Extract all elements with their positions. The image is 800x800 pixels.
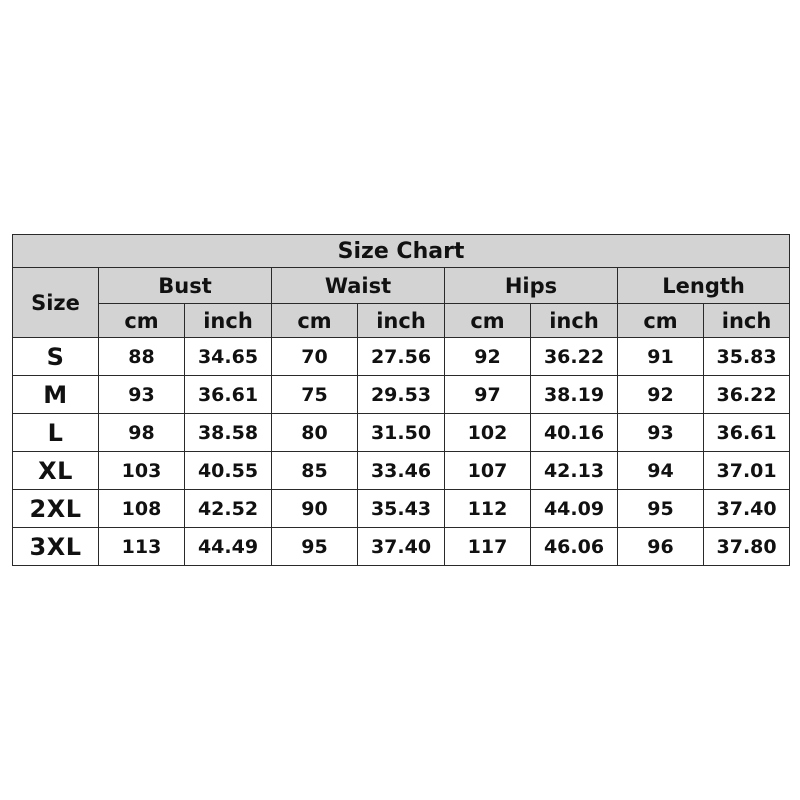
table-row: [13, 414, 790, 452]
table-row: [13, 338, 790, 376]
table-row: [13, 490, 790, 528]
size-label: S: [13, 338, 99, 376]
table-cell: 37.01: [704, 452, 790, 490]
group-header-waist: Waist: [272, 268, 445, 304]
chart-title: Size Chart: [13, 235, 790, 268]
size-label: L: [13, 414, 99, 452]
group-header-bust: Bust: [99, 268, 272, 304]
size-chart-table: [12, 234, 790, 566]
table-cell: 93: [99, 376, 185, 414]
unit-header: inch: [704, 304, 790, 338]
table-cell: 93: [618, 414, 704, 452]
size-column-header: Size: [13, 268, 99, 338]
table-row: [13, 452, 790, 490]
table-cell: 35.83: [704, 338, 790, 376]
table-cell: 108: [99, 490, 185, 528]
table-cell: 112: [445, 490, 531, 528]
group-header-hips: Hips: [445, 268, 618, 304]
table-cell: 38.19: [531, 376, 618, 414]
table-cell: 92: [618, 376, 704, 414]
table-cell: 36.22: [704, 376, 790, 414]
table-cell: 92: [445, 338, 531, 376]
table-cell: 36.22: [531, 338, 618, 376]
size-label: 2XL: [13, 490, 99, 528]
group-header-length: Length: [618, 268, 790, 304]
table-cell: 113: [99, 528, 185, 566]
table-cell: 94: [618, 452, 704, 490]
table-cell: 102: [445, 414, 531, 452]
unit-header: inch: [185, 304, 272, 338]
table-cell: 75: [272, 376, 358, 414]
table-cell: 97: [445, 376, 531, 414]
table-cell: 36.61: [704, 414, 790, 452]
table-cell: 37.40: [704, 490, 790, 528]
unit-header: inch: [531, 304, 618, 338]
table-cell: 37.80: [704, 528, 790, 566]
table-cell: 46.06: [531, 528, 618, 566]
table-cell: 38.58: [185, 414, 272, 452]
table-cell: 96: [618, 528, 704, 566]
table-cell: 107: [445, 452, 531, 490]
table-cell: 98: [99, 414, 185, 452]
table-cell: 42.52: [185, 490, 272, 528]
table-cell: 70: [272, 338, 358, 376]
table-cell: 35.43: [358, 490, 445, 528]
table-cell: 29.53: [358, 376, 445, 414]
table-row: [13, 376, 790, 414]
unit-header: cm: [99, 304, 185, 338]
unit-header: cm: [445, 304, 531, 338]
table-cell: 80: [272, 414, 358, 452]
table-cell: 33.46: [358, 452, 445, 490]
table-cell: 36.61: [185, 376, 272, 414]
table-cell: 34.65: [185, 338, 272, 376]
unit-header: cm: [618, 304, 704, 338]
table-cell: 42.13: [531, 452, 618, 490]
table-cell: 37.40: [358, 528, 445, 566]
table-cell: 40.16: [531, 414, 618, 452]
size-label: XL: [13, 452, 99, 490]
table-cell: 31.50: [358, 414, 445, 452]
table-cell: 88: [99, 338, 185, 376]
unit-header: cm: [272, 304, 358, 338]
table-cell: 27.56: [358, 338, 445, 376]
table-cell: 85: [272, 452, 358, 490]
size-label: 3XL: [13, 528, 99, 566]
table-cell: 103: [99, 452, 185, 490]
table-cell: 117: [445, 528, 531, 566]
size-label: M: [13, 376, 99, 414]
table-cell: 44.49: [185, 528, 272, 566]
table-cell: 91: [618, 338, 704, 376]
table-cell: 90: [272, 490, 358, 528]
table-cell: 44.09: [531, 490, 618, 528]
table-row: [13, 528, 790, 566]
table-cell: 40.55: [185, 452, 272, 490]
unit-header: inch: [358, 304, 445, 338]
table-cell: 95: [272, 528, 358, 566]
table-cell: 95: [618, 490, 704, 528]
